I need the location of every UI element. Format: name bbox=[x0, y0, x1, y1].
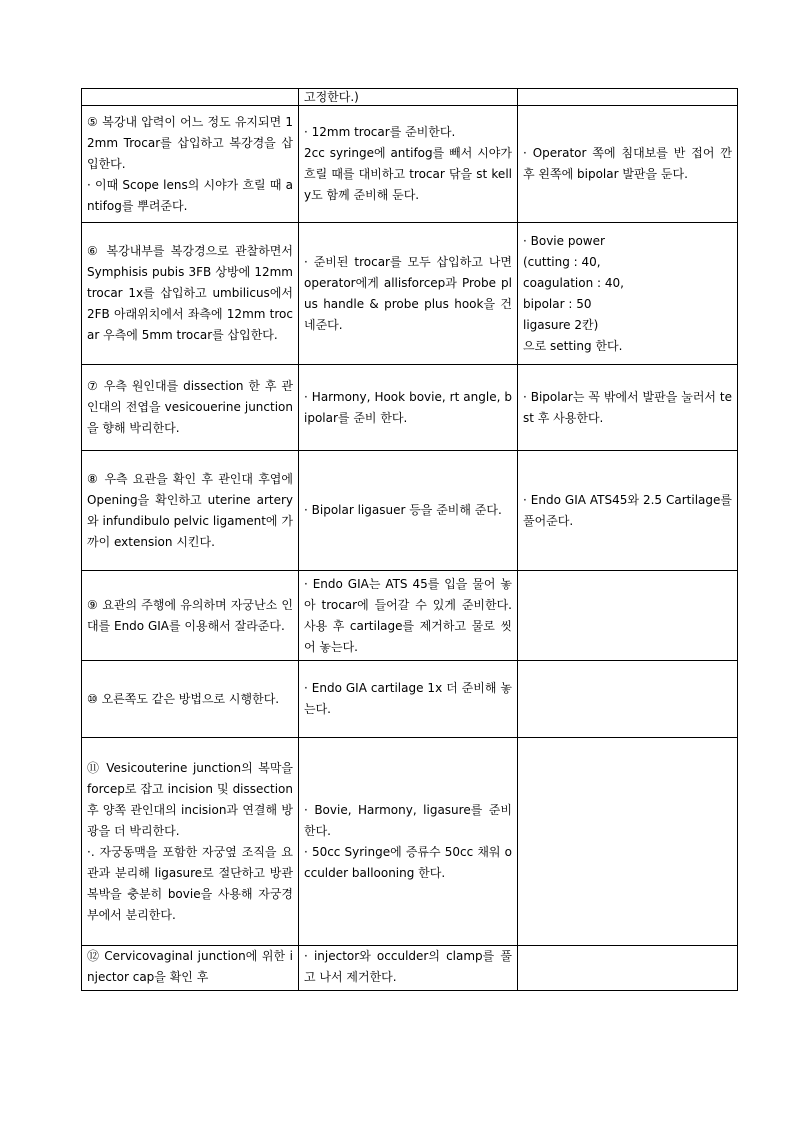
prep-text: 2cc syringe에 antifog를 빼서 시야가 흐릴 때를 대비하고 trocar 닦을 st kelly도 함께 준비해 둔다. bbox=[304, 146, 512, 202]
prep-cell bbox=[299, 451, 518, 571]
step-text: ⑦ 우측 원인대를 dissection 한 후 관인대의 전엽을 vesicouerine junction을 향해 박리한다. bbox=[87, 379, 293, 435]
step-cell bbox=[82, 571, 299, 661]
table-row bbox=[82, 571, 738, 661]
table-row bbox=[82, 365, 738, 451]
prep-cell bbox=[299, 365, 518, 451]
step-cell bbox=[82, 738, 299, 946]
note-text: · Operator 쪽에 침대보를 반 접어 깐 후 왼쪽에 bipolar 발판을 둔다. bbox=[523, 146, 732, 181]
prep-cell bbox=[299, 89, 518, 106]
note-cell bbox=[518, 571, 738, 661]
prep-cell bbox=[299, 223, 518, 365]
prep-cell bbox=[299, 106, 518, 223]
step-note: ·. 자궁동맥을 포함한 자궁옆 조직을 요관과 분리해 ligasure로 절단하고 방관복박을 충분히 bovie을 사용해 자궁경부에서 분리한다. bbox=[87, 844, 293, 922]
bipolar-setting: bipolar : 50 bbox=[523, 296, 592, 311]
prep-cell bbox=[299, 571, 518, 661]
note-cell bbox=[518, 946, 738, 991]
prep-text: · Endo GIA는 ATS 45를 입을 물어 놓아 trocar에 들어갈 수 있게 준비한다. 사용 후 cartilage를 제거하고 물로 씻어 놓는다. bbox=[304, 576, 512, 654]
step-cell bbox=[82, 89, 299, 106]
step-cell bbox=[82, 106, 299, 223]
note-cell bbox=[518, 661, 738, 738]
table-row bbox=[82, 451, 738, 571]
setting-text: 으로 setting 한다. bbox=[523, 338, 623, 353]
note-cell bbox=[518, 89, 738, 106]
prep-text: · injector와 occulder의 clamp를 풀고 나서 제거한다. bbox=[304, 949, 512, 984]
note-cell bbox=[518, 106, 738, 223]
prep-cell bbox=[299, 738, 518, 946]
prep-text: · 12mm trocar를 준비한다. bbox=[304, 125, 456, 139]
note-cell bbox=[518, 223, 738, 365]
prep-text: · 50cc Syringe에 증류수 50cc 채워 occulder ballooning 한다. bbox=[304, 844, 512, 880]
table-row bbox=[82, 946, 738, 991]
step-note: · 이때 Scope lens의 시야가 흐릴 때 antifog를 뿌려준다. bbox=[87, 177, 293, 213]
step-text: ⑫ Cervicovaginal junction에 위한 injector cap을 확인 후 bbox=[87, 949, 293, 984]
prep-text: 고정한다.) bbox=[304, 89, 359, 104]
step-text: ⑥ 복강내부를 복강경으로 관찰하면서 Symphisis pubis 3FB 상방에 12mm trocar 1x를 삽입하고 umbilicus에서 2FB 아래위치에서 좌측에 12mm trocar 우측에 5mm trocar를 삽입한다. bbox=[87, 244, 293, 342]
step-cell bbox=[82, 451, 299, 571]
table-row bbox=[82, 223, 738, 365]
prep-cell bbox=[299, 946, 518, 991]
note-text: · Endo GIA ATS45와 2.5 Cartilage를 풀어준다. bbox=[523, 492, 732, 528]
coagulation-setting: coagulation : 40, bbox=[523, 275, 624, 290]
prep-text: · Bovie, Harmony, ligasure를 준비한다. bbox=[304, 802, 512, 838]
note-cell bbox=[518, 738, 738, 946]
note-cell bbox=[518, 451, 738, 571]
table-row bbox=[82, 661, 738, 738]
step-cell bbox=[82, 946, 299, 991]
step-text: ⑨ 요관의 주행에 유의하며 자궁난소 인대를 Endo GIA를 이용해서 잘라준다. bbox=[87, 597, 293, 633]
prep-text: · 준비된 trocar를 모두 삽입하고 나면 operator에게 allisforcep과 Probe plus handle & probe plus hook을 건네준다. bbox=[304, 254, 512, 332]
step-text: ⑪ Vesicouterine junction의 복막을 forcep로 잡고 incision 및 dissection 후 양쪽 관인대의 incision과 연결해 방광을 더 박리한다. bbox=[87, 760, 293, 838]
step-text: ⑩ 오른쪽도 같은 방법으로 시행한다. bbox=[87, 691, 280, 706]
table-row bbox=[82, 106, 738, 223]
cutting-setting: (cutting : 40, bbox=[523, 254, 601, 269]
bovie-power-label: · Bovie power bbox=[523, 233, 605, 248]
procedure-table bbox=[81, 88, 738, 991]
step-text: ⑤ 복강내 압력이 어느 정도 유지되면 12mm Trocar를 삽입하고 복강경을 삽입한다. bbox=[87, 114, 293, 171]
prep-text: · Harmony, Hook bovie, rt angle, bipolar를 준비 한다. bbox=[304, 389, 512, 425]
prep-text: · Bipolar ligasuer 등을 준비해 준다. bbox=[304, 503, 502, 517]
step-cell bbox=[82, 365, 299, 451]
prep-cell bbox=[299, 661, 518, 738]
table-row bbox=[82, 738, 738, 946]
step-cell bbox=[82, 223, 299, 365]
note-text: · Bipolar는 꼭 밖에서 발판을 눌러서 test 후 사용한다. bbox=[523, 389, 732, 425]
note-cell bbox=[518, 365, 738, 451]
step-text: ⑧ 우측 요관을 확인 후 관인대 후엽에 Opening을 확인하고 uterine artery와 infundibulo pelvic ligament에 가까이 extension 시킨다. bbox=[87, 471, 293, 549]
ligasure-setting: ligasure 2칸) bbox=[523, 317, 599, 332]
prep-text: · Endo GIA cartilage 1x 더 준비해 놓는다. bbox=[304, 681, 512, 716]
table-row bbox=[82, 89, 738, 106]
step-cell bbox=[82, 661, 299, 738]
